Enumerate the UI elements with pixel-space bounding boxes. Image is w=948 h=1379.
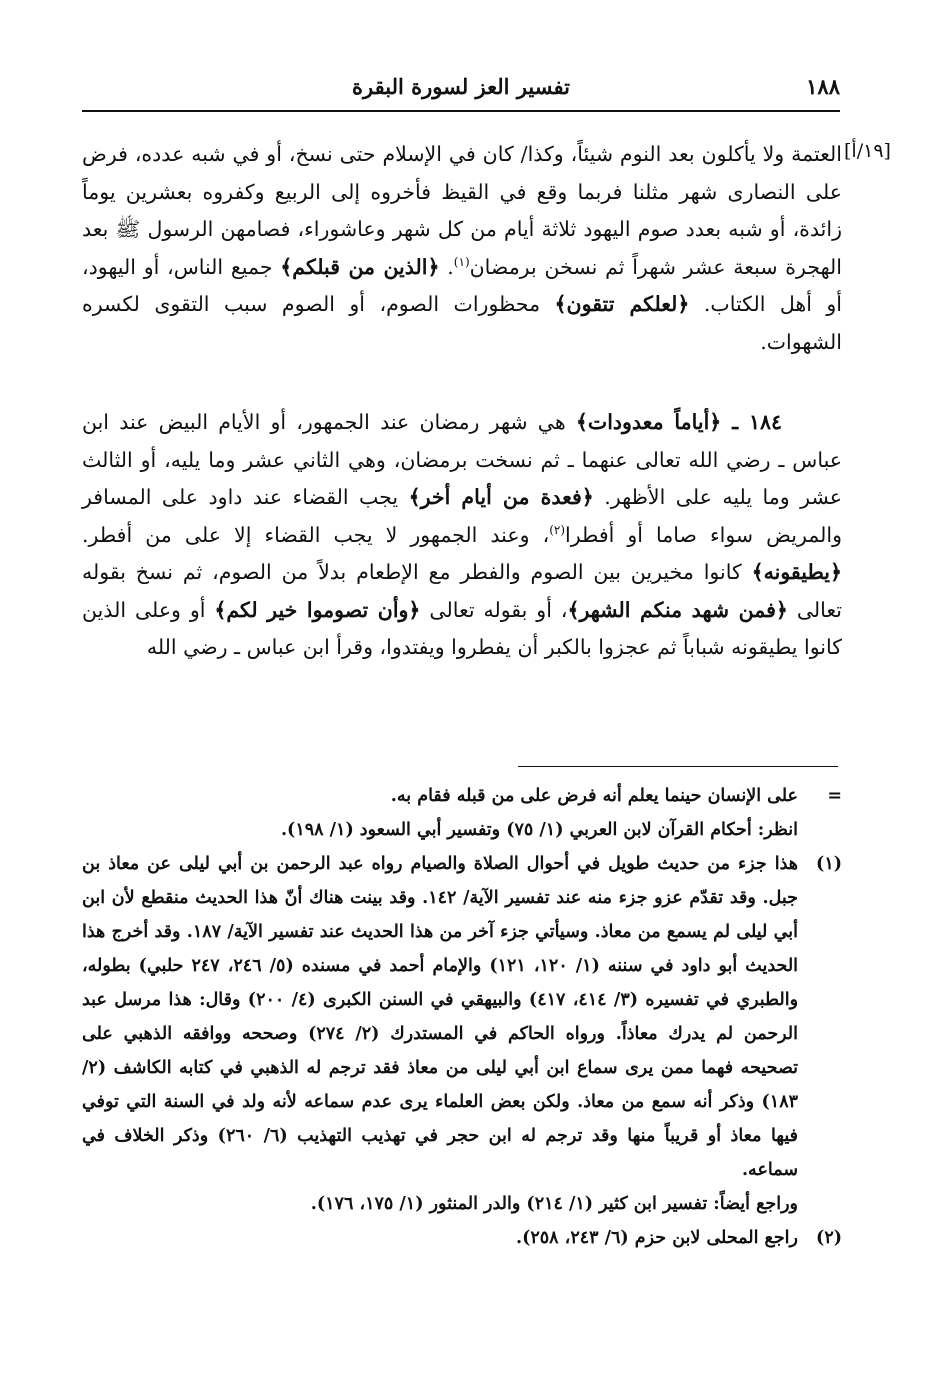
continuation-mark: = <box>827 786 842 806</box>
footnote-1-text: هذا جزء من حديث طويل في أحوال الصلاة والصيام رواه عبد الرحمن بن أبي ليلى عن معاذ بن جبل. وقد تقدّم عزو جزء منه عند تفسير الآية/ ١٤٢. وقد بينت هناك أنّ هذا الحديث منقطع لأن ابن أبي ليلى لم يسمع من معاذ. وسيأتي جزء آخر من هذا الحديث عند تفسير الآية/ ١٨٧. وقد أخرج هذا الحديث أبو داود في سننه (١/ ١٢٠، ١٢١) والإمام أحمد في مسنده (٥/ ٢٤٦، ٢٤٧ حلبي) بطوله، والطبري في تفسيره (٣/ ٤١٤، ٤١٧) والبيهقي في السنن الكبرى (٤/ ٢٠٠) وقال: هذا مرسل عبد الرحمن لم يدرك معاذاً. ورواه الحاكم في المستدرك (٢/ ٢٧٤) وصححه ووافقه الذهبي على تصحيحه فهما ممن يرى سماع ابن أبي ليلى من معاذ فقد ترجم له الذهبي في كتابه الكاشف (٢/ ١٨٣) وذكر أنه سمع من معاذ. ولكن بعض العلماء يرى عدم سماعه لأنه ولد في السنة التي توفي فيها معاذ أو قريباً منها وقد ترجم له ابن حجر في تهذيب التهذيب (٦/ ٢٦٠) وذكر الخلاف في سماعه. <box>82 854 799 1180</box>
footnote-2-mark: (٢) <box>816 1228 842 1248</box>
page-number: ١٨٨ <box>806 74 840 99</box>
quran-quote-1: ﴿الذين من قبلكم﴾ <box>280 254 440 279</box>
p1-text-3: جميع الناس، أو اليهود، أو أهل الكتاب. <box>82 254 842 316</box>
running-header <box>82 74 840 108</box>
p2-text-4: كانوا مخيرين بين الصوم والفطر مع الإطعام بدلاً من الصوم، ثم نسخ بقوله تعالى <box>82 560 842 622</box>
p1-text-4: محظورات الصوم، أو الصوم سبب التقوى لكسره الشهوات. <box>82 292 842 354</box>
p2-text-5: ، أو بقوله تعالى <box>420 597 568 622</box>
verse-number: ١٨٤ ـ <box>721 410 782 434</box>
continuation-line-2: انظر: أحكام القرآن لابن العربي (١/ ٧٥) وتفسير أبي السعود (١/ ١٩٨). <box>280 820 798 840</box>
p2-text-1: هي شهر رمضان عند الجمهور، أو الأيام البيض عند ابن عباس ـ رضي الله تعالى عنهما ـ ثم نسخت برمضان، وهي الثاني عشر وما يليه، أو الثالث عشر وما يليه على الأظهر. <box>82 410 843 509</box>
manuscript-folio-ref: [١٩/أ] <box>844 140 891 162</box>
footnote-ref-2: (٢) <box>549 522 566 537</box>
p1-text-2: . <box>439 254 454 279</box>
quran-quote-7: ﴿وأن تصوموا خير لكم﴾ <box>214 597 421 622</box>
p1-text-1: العتمة ولا يأكلون بعد النوم شيئاً، وكذا/ كان في الإسلام حتى نسخ، أو في شبه عدده، فرض على النصارى شهر مثلنا فربما وقع في القيظ فأخروه إلى الربيع وكفروه بعشرين يوماً زائدة، أو شبه بعدد صوم اليهود ثلاثة أيام من كل شهر وعاشوراء، فصامهن الرسول ﷺ بعد الهجرة سبعة عشر شهراً ثم نسخن برمضان <box>82 142 842 279</box>
p2-text-6: أو وعلى الذين كانوا يطيقونه شباباً ثم عجزوا بالكبر أن يفطروا ويفتدوا، وقرأ ابن عباس ـ رضي الله <box>82 597 842 659</box>
header-rule <box>82 110 840 112</box>
quran-quote-4: ﴿فعدة من أيام أخر﴾ <box>408 485 594 509</box>
footnote-continuation-text <box>82 779 798 847</box>
footnote-1-body <box>82 847 798 1221</box>
footnote-1-extra: وراجع أيضاً: تفسير ابن كثير (١/ ٢١٤) والدر المنثور (١/ ١٧٥، ١٧٦). <box>310 1194 798 1214</box>
continuation-line-1: على الإنسان حينما يعلم أنه فرض على من قبله فقام به. <box>390 786 798 806</box>
footnotes <box>82 779 842 1255</box>
p2-text-2: يجب القضاء عند داود على المسافر والمريض سواء صاما أو أفطرا <box>82 485 842 547</box>
quran-quote-6: ﴿فمن شهد منكم الشهر﴾ <box>567 597 788 622</box>
paragraph-1 <box>82 136 842 361</box>
footnote-2 <box>82 1221 842 1255</box>
footnote-1 <box>82 847 842 1221</box>
p2-text-3: ، وعند الجمهور لا يجب القضاء إلا على من أفطر. <box>82 522 550 547</box>
footnote-separator <box>518 766 838 767</box>
footnote-continuation <box>82 779 842 847</box>
quran-quote-5: ﴿يطيقونه﴾ <box>751 560 842 584</box>
footnote-ref-1: (١) <box>453 254 470 269</box>
paragraph-2 <box>82 404 842 667</box>
quran-quote-3: ﴿أياماً معدودات﴾ <box>575 410 722 434</box>
footnote-2-text: راجع المحلى لابن حزم (٦/ ٢٤٣، ٢٥٨). <box>516 1228 798 1248</box>
footnote-1-mark: (١) <box>816 854 842 874</box>
quran-quote-2: ﴿لعلكم تتقون﴾ <box>554 292 690 316</box>
running-title: تفسير العز لسورة البقرة <box>352 74 570 99</box>
